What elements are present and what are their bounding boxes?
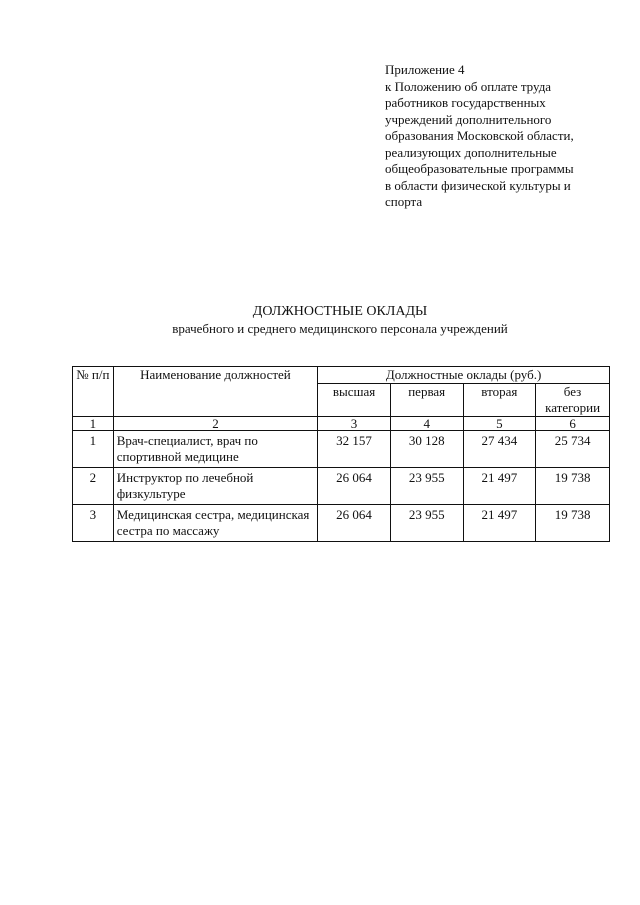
salary-second: 21 497 <box>463 505 536 542</box>
salary-first: 30 128 <box>390 431 463 468</box>
salary-highest: 26 064 <box>318 505 391 542</box>
index-cell: 6 <box>536 417 610 431</box>
index-cell: 1 <box>73 417 114 431</box>
header-name: Наименование должностей <box>113 367 317 417</box>
salary-highest: 32 157 <box>318 431 391 468</box>
page-subtitle: врачебного и среднего медицинского персонала учреждений <box>172 321 508 336</box>
table-row <box>73 505 610 542</box>
appendix-line: Приложение 4 <box>385 62 465 77</box>
salary-table <box>72 366 610 542</box>
document-heading <box>0 303 640 337</box>
page-title: ДОЛЖНОСТНЫЕ ОКЛАДЫ <box>252 304 428 319</box>
appendix-line: образования Московской области, <box>385 128 574 143</box>
appendix-line: спорта <box>385 194 423 209</box>
header-category-first: первая <box>390 384 463 417</box>
table-row <box>73 468 610 505</box>
row-position-name: Инструктор по лечебной физкультуре <box>113 468 317 505</box>
appendix-block <box>385 62 625 211</box>
index-cell: 2 <box>113 417 317 431</box>
salary-second: 21 497 <box>463 468 536 505</box>
row-num: 3 <box>73 505 114 542</box>
table-row <box>73 431 610 468</box>
row-num: 1 <box>73 431 114 468</box>
index-cell: 4 <box>390 417 463 431</box>
appendix-line: работников государственных <box>385 95 546 110</box>
salary-first: 23 955 <box>390 468 463 505</box>
header-category-highest: высшая <box>318 384 391 417</box>
index-cell: 3 <box>318 417 391 431</box>
salary-no-category: 19 738 <box>536 505 610 542</box>
appendix-line: общеобразовательные программы <box>385 161 574 176</box>
table-header-row <box>73 367 610 384</box>
header-category-none: без категории <box>536 384 610 417</box>
appendix-line: к Положению об оплате труда <box>385 78 552 94</box>
salary-no-category: 25 734 <box>536 431 610 468</box>
salary-second: 27 434 <box>463 431 536 468</box>
appendix-line: в области физической культуры и <box>385 177 571 193</box>
header-num: № п/п <box>73 367 114 417</box>
appendix-line: учреждений дополнительного <box>385 111 552 127</box>
salary-no-category: 19 738 <box>536 468 610 505</box>
row-position-name: Медицинская сестра, медицинская сестра по массажу <box>113 505 317 542</box>
row-position-name: Врач-специалист, врач по спортивной медицине <box>113 431 317 468</box>
index-cell: 5 <box>463 417 536 431</box>
row-num: 2 <box>73 468 114 505</box>
header-category-second: вторая <box>463 384 536 417</box>
appendix-line: реализующих дополнительные <box>385 144 557 160</box>
salary-first: 23 955 <box>390 505 463 542</box>
table-index-row <box>73 417 610 431</box>
salary-highest: 26 064 <box>318 468 391 505</box>
header-salary-group: Должностные оклады (руб.) <box>318 367 610 384</box>
